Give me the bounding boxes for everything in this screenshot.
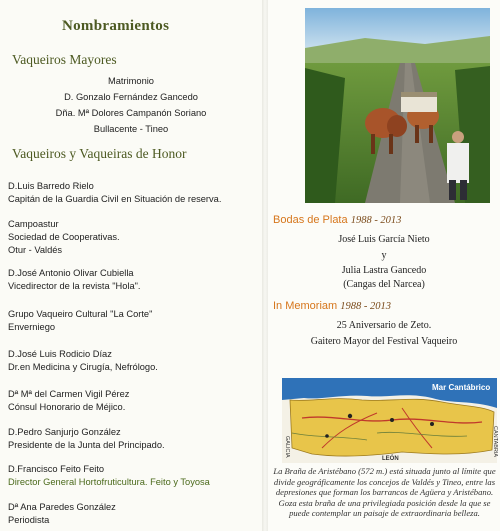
memoriam-heading xyxy=(273,300,391,312)
map-south-label: LEÓN xyxy=(382,456,399,462)
honor-name: Grupo Vaqueiro Cultural "La Corte" xyxy=(8,309,153,319)
honor-detail: Periodista xyxy=(8,515,50,525)
honor-name: Campoastur xyxy=(8,219,59,229)
cattle-road-photo xyxy=(305,8,490,203)
map-illustration xyxy=(282,378,497,463)
memoriam-line: 25 Aniversario de Zeto. xyxy=(336,320,432,331)
honor-detail: Director General Hortofruticultura. Feito y Toyosa xyxy=(8,477,210,487)
honor-name: Dª Ana Paredes González xyxy=(8,502,116,512)
map-sea-label: Mar Cantábrico xyxy=(432,383,491,392)
bodas-line: (Cangas del Narcea) xyxy=(343,279,425,290)
asturias-map xyxy=(282,378,497,463)
mayores-line: D. Gonzalo Fernández Gancedo xyxy=(64,92,198,102)
mayores-line: Matrimonio xyxy=(108,76,154,86)
honor-name: D.Francisco Feito Feito xyxy=(8,464,105,474)
honor-entry xyxy=(8,463,258,489)
honor-entry xyxy=(8,388,258,414)
honor-detail: Presidente de la Junta del Principado. xyxy=(8,440,165,450)
honor-name: Dª Mª del Carmen Vigil Pérez xyxy=(8,389,130,399)
honor-name: D.Luis Barredo Rielo xyxy=(8,181,94,191)
page-title: Nombramientos xyxy=(62,18,170,34)
mayores-heading: Vaqueiros Mayores xyxy=(12,52,117,67)
honor-detail: Capitán de la Guardia Civil en Situación de reserva. xyxy=(8,194,222,204)
honor-entry xyxy=(8,501,258,527)
honor-detail: Otur - Valdés xyxy=(8,245,63,255)
honor-entry xyxy=(8,348,258,374)
honor-detail: Vicedirector de la revista "Hola". xyxy=(8,281,141,291)
bodas-line: José Luis García Nieto xyxy=(338,234,430,245)
honor-name: D.Pedro Sanjurjo González xyxy=(8,427,121,437)
honor-heading: Vaqueiros y Vaqueiras de Honor xyxy=(12,146,187,161)
honor-name: D.José Luis Rodicio Díaz xyxy=(8,349,112,359)
honor-entry xyxy=(8,267,258,293)
honor-detail: Dr.en Medicina y Cirugía, Nefrólogo. xyxy=(8,362,158,372)
memoriam-years: 1988 - 2013 xyxy=(340,301,391,312)
bodas-heading xyxy=(273,214,401,226)
mayores-line: Dña. Mª Dolores Campanón Soriano xyxy=(55,108,207,118)
honor-entry xyxy=(8,426,258,452)
memoriam-label: In Memoriam xyxy=(273,300,338,312)
map-east-label: CANTABRIA xyxy=(492,426,498,458)
bodas-years: 1988 - 2013 xyxy=(350,215,402,226)
bodas-line: y xyxy=(381,250,387,261)
map-caption: La Braña de Aristébano (572 m.) está situada junto al límite que divide geográficamente los concejos de Valdés y Tineo, entre las depresiones que forman los barrancos de Agüera y Aristébano. Goza esta braña de una privilegiada posición desde la que se puede contemplar un paisaje de extraordinaria belleza. xyxy=(273,466,496,519)
honor-entry xyxy=(8,180,258,206)
honor-entry xyxy=(8,218,258,257)
map-west-label: GALICIA xyxy=(284,436,290,458)
honor-name: D.José Antonio Olivar Cubiella xyxy=(8,268,134,278)
honor-detail: Sociedad de Cooperativas. xyxy=(8,232,120,242)
bodas-line: Julia Lastra Gancedo xyxy=(341,265,427,276)
honor-detail: Cónsul Honorario de Méjico. xyxy=(8,402,126,412)
mayores-line: Bullacente - Tineo xyxy=(93,124,169,134)
honor-entry xyxy=(8,308,258,334)
photo-illustration xyxy=(305,8,490,203)
memoriam-line: Gaitero Mayor del Festival Vaqueiro xyxy=(310,336,458,347)
bodas-label: Bodas de Plata xyxy=(273,214,348,226)
honor-detail: Enverniego xyxy=(8,322,56,332)
